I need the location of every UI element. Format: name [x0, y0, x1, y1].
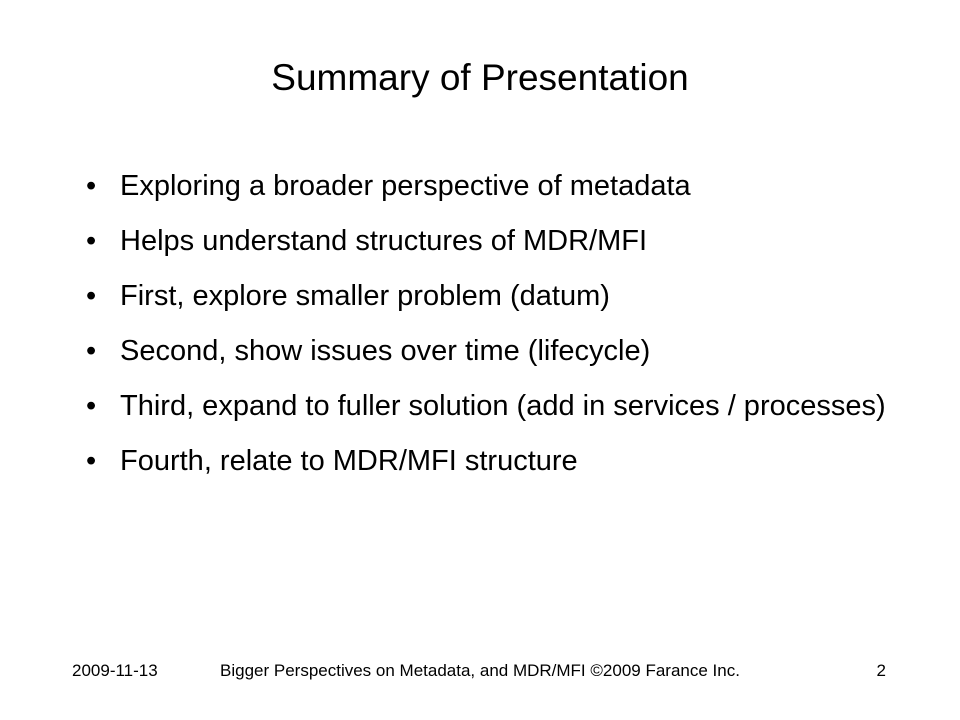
bullet-text: Exploring a broader perspective of metadata: [120, 170, 691, 202]
page-number: 2: [876, 661, 886, 680]
bullet-item: [80, 276, 930, 317]
bullet-icon: •: [86, 335, 97, 367]
bullet-item: [80, 166, 930, 207]
bullet-text: Fourth, relate to MDR/MFI structure: [120, 445, 578, 477]
bullet-text: Second, show issues over time (lifecycle): [120, 335, 651, 367]
bullet-icon: •: [86, 170, 97, 202]
slide-title: Summary of Presentation: [271, 57, 689, 98]
bullet-icon: •: [86, 445, 97, 477]
bullet-list: [80, 166, 930, 496]
bullet-icon: •: [86, 225, 97, 257]
bullet-item: [80, 221, 930, 262]
bullet-text: Helps understand structures of MDR/MFI: [120, 225, 648, 257]
bullet-item: [80, 386, 930, 427]
bullet-item: [80, 441, 930, 482]
bullet-icon: •: [86, 390, 97, 422]
bullet-icon: •: [86, 280, 97, 312]
footer-text: Bigger Perspectives on Metadata, and MDR/MFI ©2009 Farance Inc.: [220, 661, 740, 680]
bullet-item: [80, 331, 930, 372]
footer-date: 2009-11-13: [72, 661, 158, 680]
bullet-text: First, explore smaller problem (datum): [120, 280, 610, 312]
bullet-text: Third, expand to fuller solution (add in services / processes): [120, 390, 886, 422]
